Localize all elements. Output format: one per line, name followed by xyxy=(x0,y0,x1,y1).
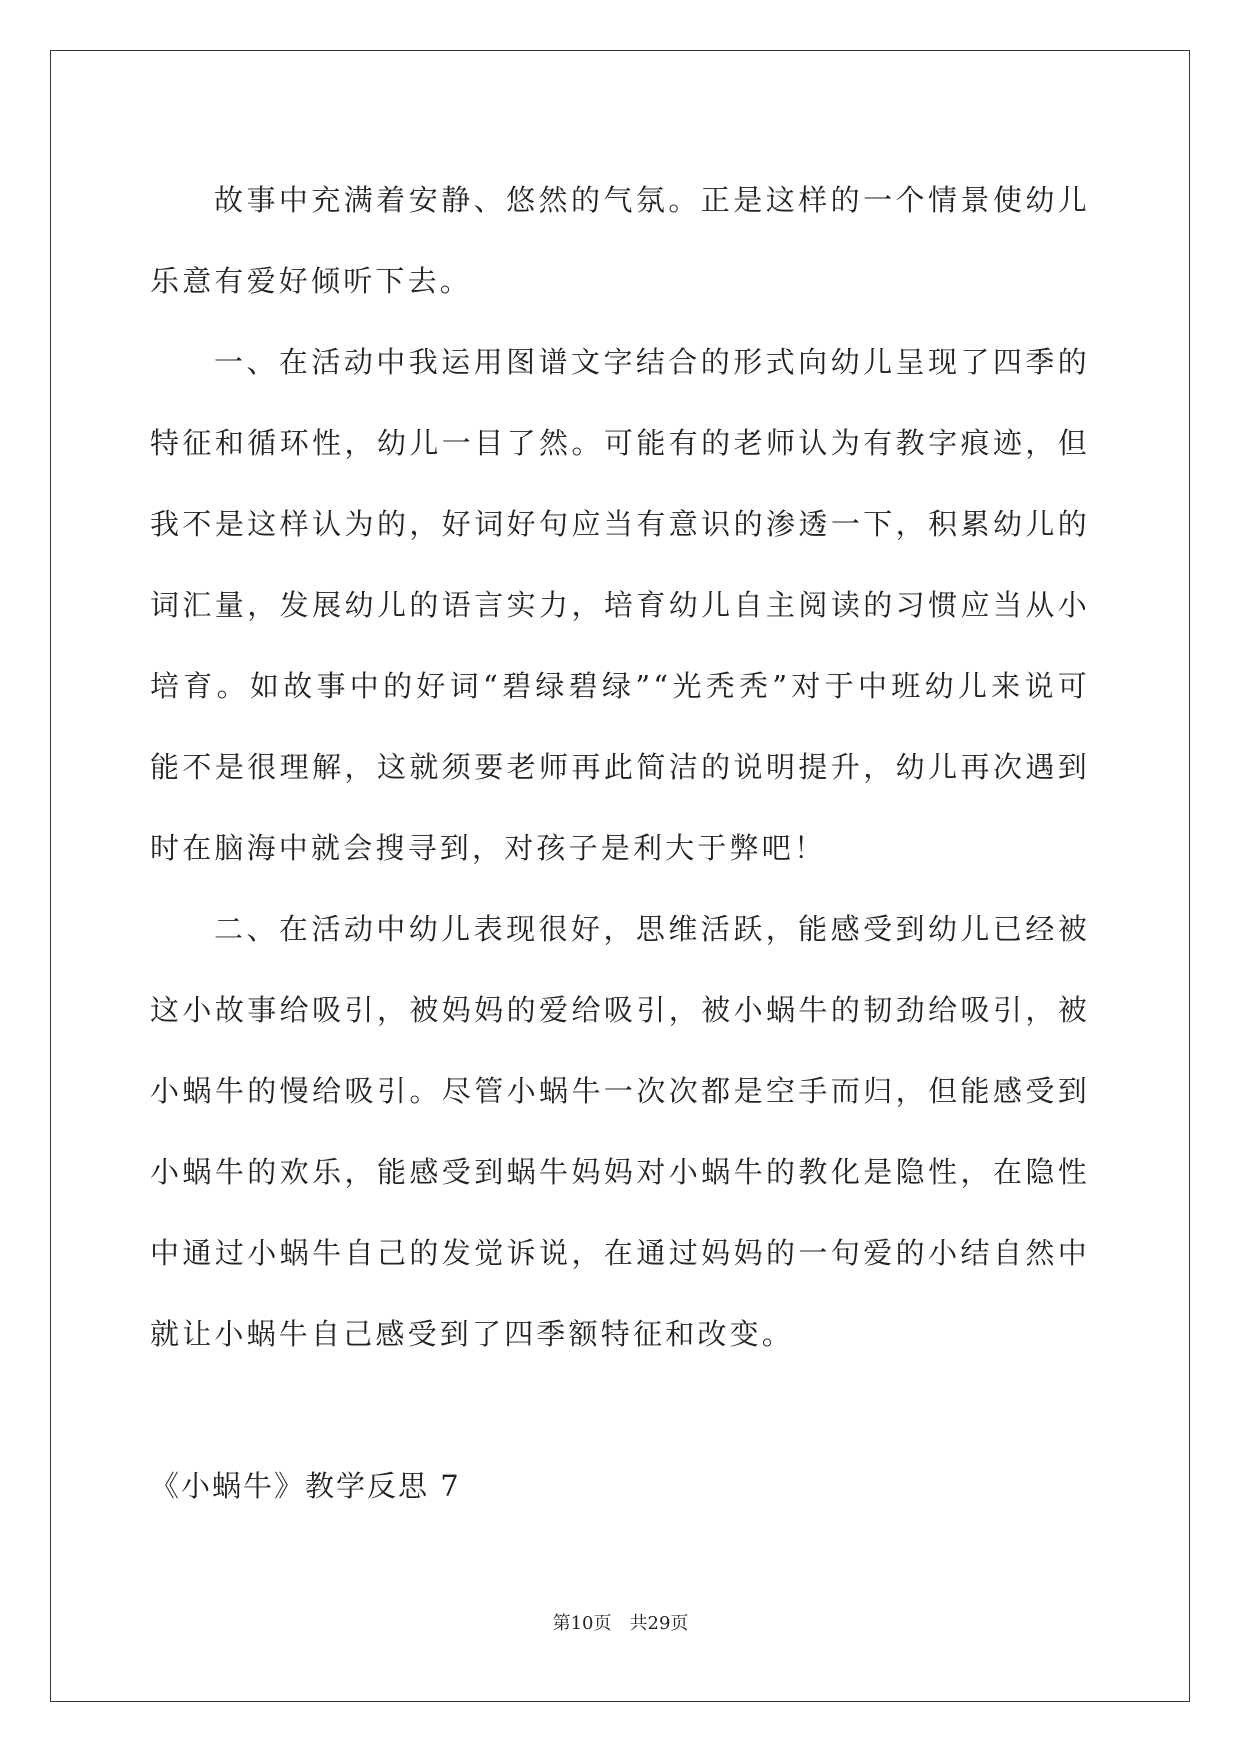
paragraph-1: 故事中充满着安静、悠然的气氛。正是这样的一个情景使幼儿乐意有爱好倾听下去。 xyxy=(150,183,1090,298)
document-body xyxy=(150,160,1090,1375)
section-heading: 《小蜗牛》教学反思 7 xyxy=(150,1469,461,1503)
paragraph-2: 一、在活动中我运用图谱文字结合的形式向幼儿呈现了四季的特征和循环性，幼儿一目了然。可能有的老师认为有教字痕迹，但我不是这样认为的，好词好句应当有意识的渗透一下，积累幼儿的词汇量，发展幼儿的语言实力，培育幼儿自主阅读的习惯应当从小培育。如故事中的好词“碧绿碧绿”“光秃秃”对于中班幼儿来说可能不是很理解，这就须要老师再此简洁的说明提升，幼儿再次遇到时在脑海中就会搜寻到，对孩子是利大于弊吧！ xyxy=(150,345,1090,865)
paragraph-3: 二、在活动中幼儿表现很好，思维活跃，能感受到幼儿已经被这小故事给吸引，被妈妈的爱给吸引，被小蜗牛的韧劲给吸引，被小蜗牛的慢给吸引。尽管小蜗牛一次次都是空手而归，但能感受到小蜗牛的欢乐，能感受到蜗牛妈妈对小蜗牛的教化是隐性，在隐性中通过小蜗牛自己的发觉诉说，在通过妈妈的一句爱的小结自然中就让小蜗牛自己感受到了四季额特征和改变。 xyxy=(150,912,1090,1351)
page-footer: 第10页 共29页 xyxy=(552,1613,689,1634)
